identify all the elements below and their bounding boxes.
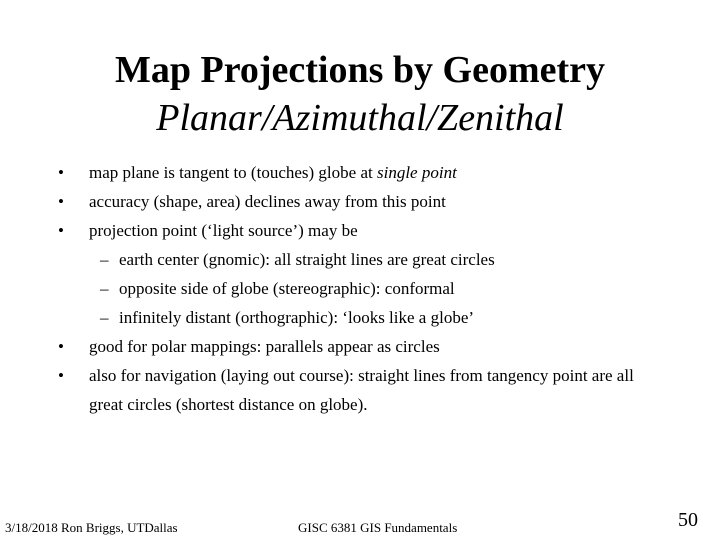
- bullet-item: [0, 361, 720, 419]
- slide-subtitle: Planar/Azimuthal/Zenithal: [156, 97, 564, 139]
- bullet-text-italic: single point: [376, 163, 457, 182]
- bullet-text: projection point (‘light source’) may be: [89, 221, 358, 240]
- sub-bullet-marker: –: [100, 250, 109, 269]
- page-number: 50: [678, 509, 698, 531]
- sub-bullet-text: infinitely distant (orthographic): ‘looks like a globe’: [119, 308, 475, 327]
- sub-bullet-marker: –: [100, 279, 109, 298]
- bullet-marker: •: [58, 221, 64, 240]
- bullet-list: [0, 158, 720, 419]
- bullet-text: accuracy (shape, area) declines away from this point: [89, 192, 446, 211]
- bullet-text: also for navigation (laying out course): straight lines from tangency point are all great circles (shortest distance on globe).: [89, 366, 634, 414]
- bullet-item: [0, 187, 720, 216]
- sub-bullet-item: [0, 303, 720, 332]
- bullet-marker: •: [58, 163, 64, 182]
- bullet-text-plain: map plane is tangent to (touches) globe at: [89, 163, 377, 182]
- sub-bullet-item: [0, 274, 720, 303]
- bullet-item: [0, 332, 720, 361]
- slide-title: Map Projections by Geometry: [114, 49, 605, 91]
- sub-bullet-item: [0, 245, 720, 274]
- bullet-item: [0, 216, 720, 245]
- sub-bullet-text: earth center (gnomic): all straight lines are great circles: [119, 250, 495, 269]
- bullet-marker: •: [58, 192, 64, 211]
- sub-bullet-marker: –: [100, 308, 109, 327]
- bullet-item: [0, 158, 720, 187]
- footer-date-author: 3/18/2018 Ron Briggs, UTDallas: [5, 520, 178, 535]
- footer-course: GISC 6381 GIS Fundamentals: [298, 520, 458, 535]
- sub-bullet-text: opposite side of globe (stereographic): conformal: [119, 279, 455, 298]
- bullet-marker: •: [58, 337, 64, 356]
- bullet-text: [89, 158, 457, 187]
- bullet-marker: •: [58, 366, 64, 385]
- bullet-text: good for polar mappings: parallels appear as circles: [89, 337, 440, 356]
